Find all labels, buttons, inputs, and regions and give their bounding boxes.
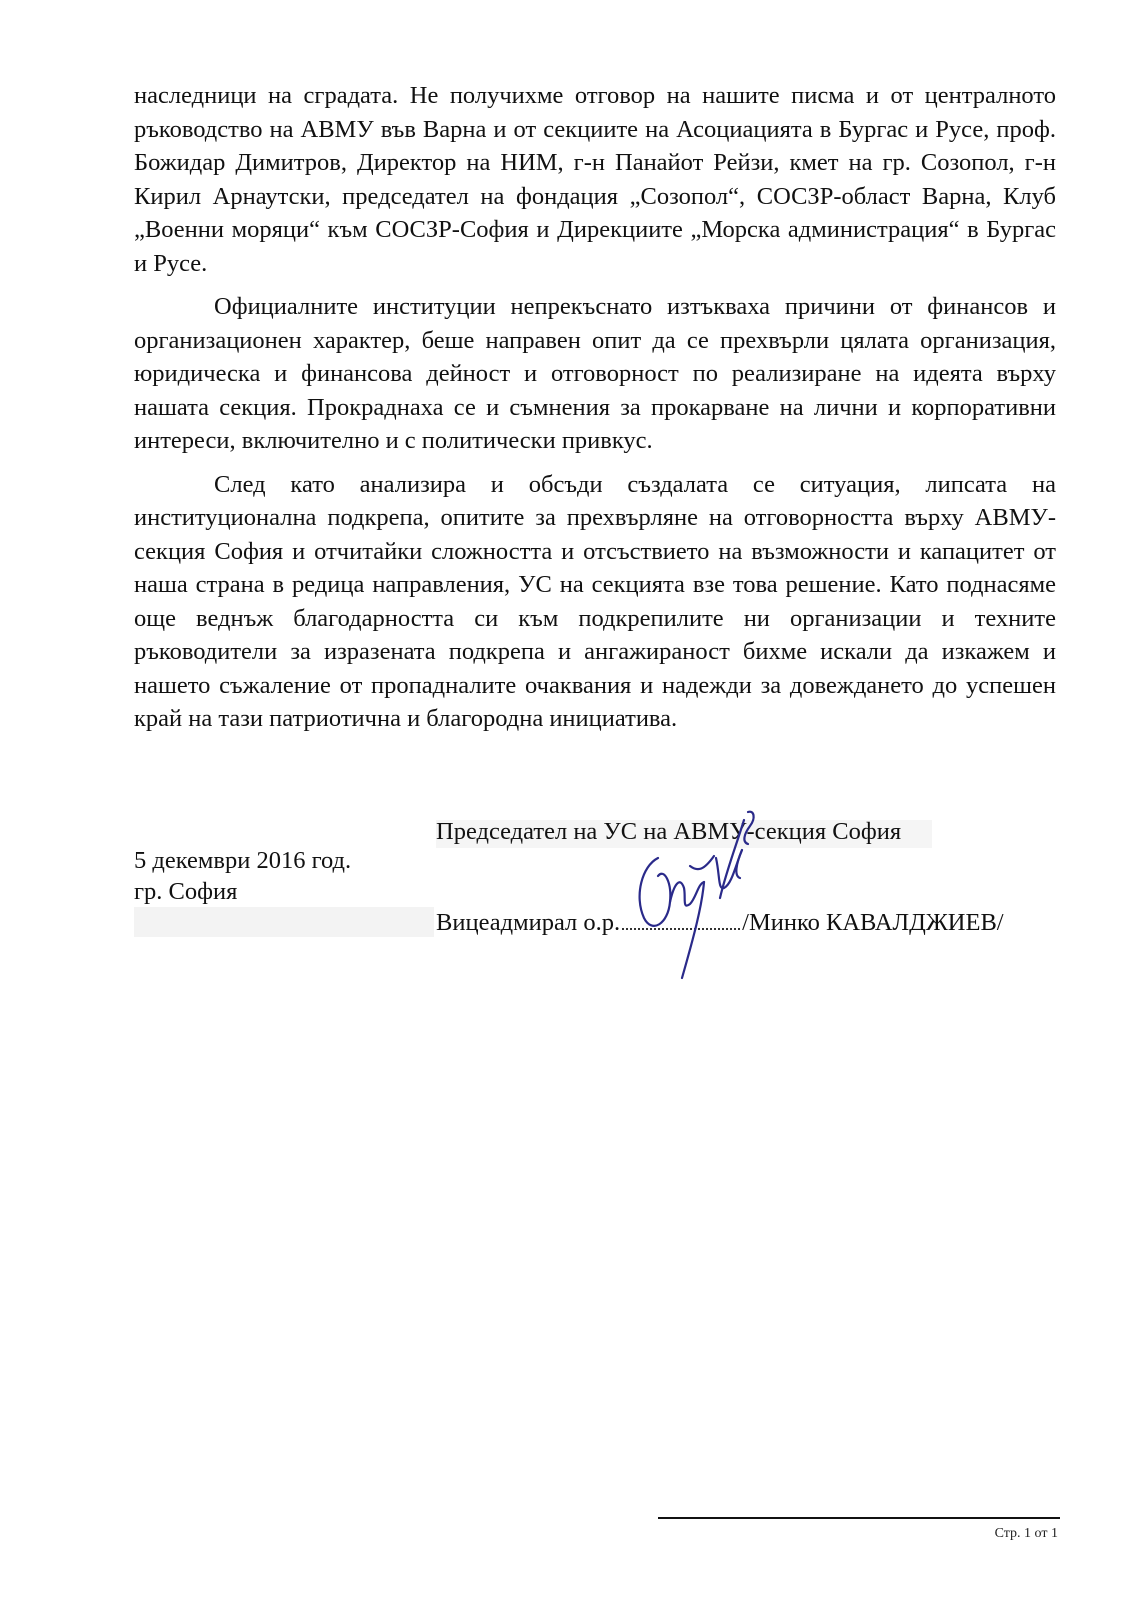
paragraph-institutions: Официалните институции непрекъснато изтъкваха причини от финансов и организационен характер, беше направен опит да се прехвърли цялата организация, юридическа и финансова дейност и отговорност по реализиране на идеята върху нашата секция. Прокраднаха се и съмнения за прокарване на лични и корпоративни интереси, включително и с политически привкус. xyxy=(134,293,1056,454)
letter-body xyxy=(134,79,1056,746)
signatory-title: Председател на УС на АВМУ-секция София xyxy=(436,818,902,845)
letter-date: 5 декември 2016 год. xyxy=(134,847,352,874)
highlight-band-city xyxy=(134,907,434,937)
paragraph-decision: След като анализира и обсъди създалата се ситуация, липсата на институционална подкрепа, опитите за прехвърляне на отговорността върху АВМУ-секция София и отчитайки сложността и отсъствието на възможности и капацитет от наша страна в редица направления, УС на секцията взе това решение. Като поднасяме още веднъж благодарността си към подкрепилите ни организации и техните ръководители за изразената подкрепа и ангажираност бихме искали да изкажем и нашето съжаление от пропадналите очаквания и надежди за довеждането до успешен край на тази патриотична и благородна инициатива. xyxy=(134,470,1056,732)
letter-city: гр. София xyxy=(134,878,238,905)
handwritten-signature xyxy=(624,806,774,986)
signatory-name: /Минко КАВАЛДЖИЕВ/ xyxy=(742,909,1004,936)
paragraph-continuation: наследници на сградата. Не получихме отговор на нашите писма и от централното ръководство на АВМУ във Варна и от секциите на Асоциацията в Бургас и Русе, проф. Божидар Димитров, Директор на НИМ, г-н Панайот Рейзи, кмет на гр. Созопол, г-н Кирил Арнаутски, председател на фондация „Созопол“, СОСЗР-област Варна, Клуб „Военни моряци“ към СОСЗР-София и Дирекциите „Морска администрация“ в Бургас и Русе. xyxy=(134,82,1056,277)
signatory-rank: Вицеадмирал о.р. xyxy=(436,909,621,936)
page-number: Стр. 1 от 1 xyxy=(994,1526,1058,1541)
footer-rule xyxy=(658,1517,1060,1519)
